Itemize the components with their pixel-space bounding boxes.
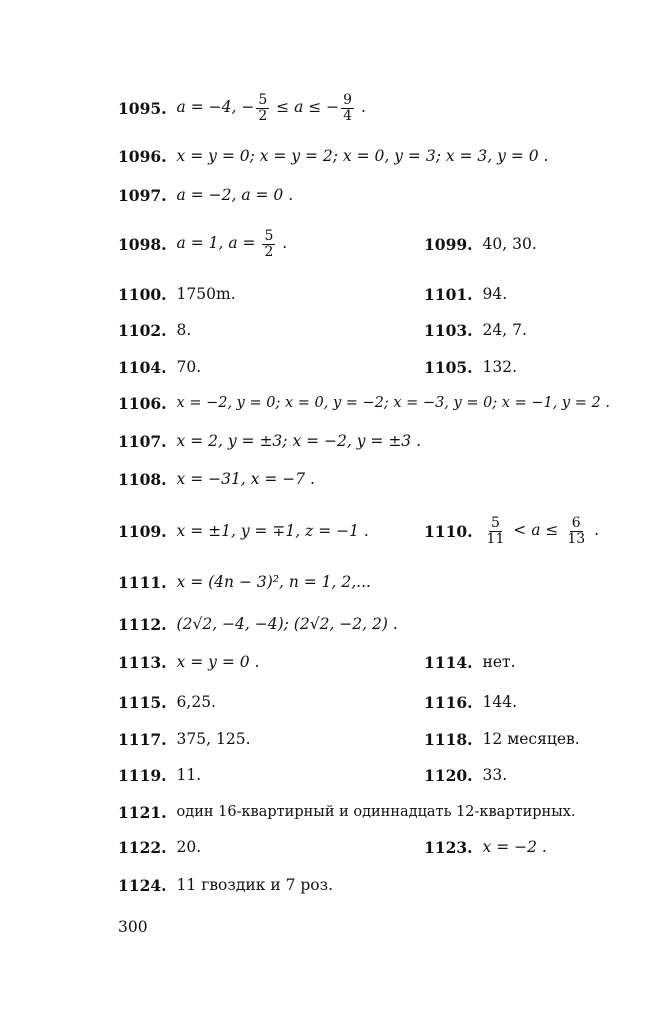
- answer-number: 1107.: [118, 431, 167, 451]
- answer-text: нет.: [482, 653, 516, 671]
- answer-text: 33.: [482, 766, 508, 784]
- answer-1098: [118, 224, 287, 264]
- answer-1101: [424, 277, 507, 311]
- answer-number: 1115.: [118, 692, 167, 712]
- answer-text: 24, 7.: [482, 321, 527, 339]
- answer-number: 1117.: [118, 729, 167, 749]
- answer-number: 1120.: [424, 765, 473, 785]
- answer-text: x = 2, y = ±3; x = −2, y = ±3 .: [176, 432, 422, 450]
- answer-1123: [424, 830, 547, 864]
- answer-number: 1103.: [424, 320, 473, 340]
- answer-number: 1121.: [118, 802, 167, 822]
- answer-text: a = −2, a = 0 .: [176, 186, 294, 204]
- page-number: 300: [118, 918, 148, 936]
- answer-1107: [118, 424, 421, 458]
- answer-text: x = (4n − 3)², n = 1, 2,...: [176, 573, 371, 591]
- answer-number: 1101.: [424, 284, 473, 304]
- answer-1114: [424, 645, 516, 679]
- answer-1099: [424, 227, 537, 261]
- answer-number: 1104.: [118, 357, 167, 377]
- answer-text: x = −2, y = 0; x = 0, y = −2; x = −3, y = 0; x = −1, y = 2 .: [176, 395, 610, 411]
- answer-text: 11.: [176, 766, 202, 784]
- answer-1109: [118, 514, 369, 548]
- fraction: $\frac{6}{13}$: [567, 514, 586, 547]
- answer-number: 1097.: [118, 185, 167, 205]
- answer-number: 1114.: [424, 652, 473, 672]
- answer-number: 1122.: [118, 837, 167, 857]
- answer-1122: [118, 830, 201, 864]
- answer-number: 1116.: [424, 692, 473, 712]
- answer-number: 1123.: [424, 837, 473, 857]
- answer-1121: [118, 795, 576, 829]
- answer-1104: [118, 350, 201, 384]
- fraction: $\frac{5}{2}$: [258, 91, 268, 124]
- answer-text: 12 месяцев.: [482, 730, 580, 748]
- answer-number: 1102.: [118, 320, 167, 340]
- answer-text: 1750m.: [176, 285, 236, 303]
- answer-number: 1095.: [118, 98, 167, 118]
- answer-1102: [118, 313, 191, 347]
- answer-number: 1119.: [118, 765, 167, 785]
- answer-1113: [118, 645, 259, 679]
- answer-text: 6,25.: [176, 693, 216, 711]
- answer-text: a = 1, a = $\frac{5}{2}$ .: [176, 227, 288, 260]
- answer-1100: [118, 277, 236, 311]
- answer-1118: [424, 722, 580, 756]
- answer-text: x = y = 0; x = y = 2; x = 0, y = 3; x = 3, y = 0 .: [176, 147, 549, 165]
- answer-number: 1118.: [424, 729, 473, 749]
- answer-1105: [424, 350, 517, 384]
- answer-text: x = −2 .: [482, 838, 547, 856]
- answer-1108: [118, 462, 315, 496]
- answer-number: 1112.: [118, 614, 167, 634]
- fraction: $\frac{5}{2}$: [264, 227, 274, 260]
- answer-text: (2√2, −4, −4); (2√2, −2, 2) .: [176, 615, 398, 633]
- answer-text: 20.: [176, 838, 202, 856]
- answer-text: 70.: [176, 358, 202, 376]
- answer-1119: [118, 758, 201, 792]
- answer-text: 40, 30.: [482, 235, 537, 253]
- answer-number: 1108.: [118, 469, 167, 489]
- fraction: $\frac{5}{11}$: [486, 514, 505, 547]
- answer-1106: [118, 386, 610, 420]
- answer-text: 8.: [176, 321, 192, 339]
- answer-text: x = −31, x = −7 .: [176, 470, 315, 488]
- answer-text: $\frac{5}{11}$ < a ≤ $\frac{6}{13}$ .: [486, 514, 599, 547]
- answer-1103: [424, 313, 527, 347]
- answer-text: a = −4, − $\frac{5}{2}$ ≤ a ≤ − $\frac{9}{4}$ .: [176, 91, 366, 124]
- answer-1112: [118, 607, 398, 641]
- answer-text: 94.: [482, 285, 508, 303]
- answer-text: один 16-квартирный и одиннадцать 12-квартирных.: [176, 804, 576, 820]
- answer-number: 1096.: [118, 146, 167, 166]
- answer-1115: [118, 685, 216, 719]
- answer-1110: [424, 510, 599, 552]
- answer-text: x = y = 0 .: [176, 653, 260, 671]
- answer-1117: [118, 722, 251, 756]
- answer-1111: [118, 565, 371, 599]
- answer-text: 11 гвоздик и 7 роз.: [176, 876, 333, 894]
- answer-1096: [118, 139, 548, 173]
- answer-text: 144.: [482, 693, 518, 711]
- answer-number: 1113.: [118, 652, 167, 672]
- answer-1124: [118, 868, 333, 902]
- answer-number: 1099.: [424, 234, 473, 254]
- answer-number: 1100.: [118, 284, 167, 304]
- answer-1095: [118, 88, 366, 128]
- answer-number: 1105.: [424, 357, 473, 377]
- answer-number: 1098.: [118, 234, 167, 254]
- answer-text: 375, 125.: [176, 730, 251, 748]
- answer-number: 1109.: [118, 521, 167, 541]
- answer-number: 1111.: [118, 572, 167, 592]
- answer-number: 1106.: [118, 393, 167, 413]
- answer-number: 1124.: [118, 875, 167, 895]
- answer-1116: [424, 685, 517, 719]
- fraction: $\frac{9}{4}$: [343, 91, 353, 124]
- answer-text: 132.: [482, 358, 518, 376]
- answer-number: 1110.: [424, 521, 473, 541]
- answer-1120: [424, 758, 507, 792]
- answer-1097: [118, 178, 293, 212]
- answer-text: x = ±1, y = ∓1, z = −1 .: [176, 522, 369, 540]
